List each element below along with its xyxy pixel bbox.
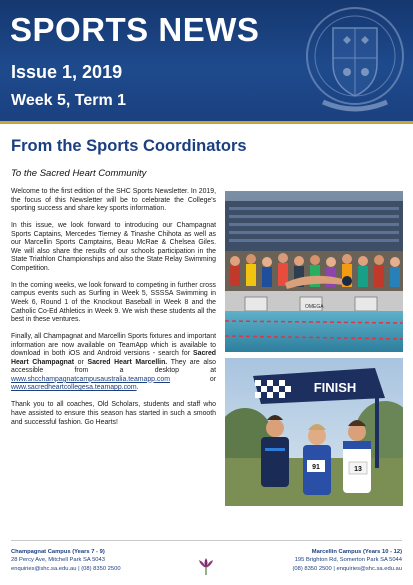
week-label: Week 5, Term 1 bbox=[11, 92, 127, 109]
footer-divider bbox=[11, 540, 402, 541]
champagnat-campus-title: Champagnat Campus (Years 7 - 9) bbox=[11, 549, 105, 555]
masthead-title: SPORTS NEWS bbox=[10, 11, 260, 48]
flower-emblem-icon bbox=[197, 556, 215, 576]
paragraph-captains: In this issue, we look forward to introducing our Champagnat Sports Captains, Mercedes Tierney & Tinashe Chihota as well as our Marcellin Sports Camptains, Beau McRae & Chelsea Giles. We will also share the results of our schools participation in the State Triathlon Championships and also the State Relay Swimming Competition. bbox=[11, 222, 216, 272]
champagnat-teamapp-link[interactable]: www.shcchampagnatcampusaustralia.teamapp.com bbox=[11, 375, 170, 383]
teamapp-text-1: Finally, all Champagnat and Marcellin Sports fixtures and important information are now available on TeamApp which is available to download in both iOS and Android versions - search for bbox=[11, 333, 216, 358]
champagnat-campus-contact: enquiries@shc.sa.edu.au | (08) 8350 2500 bbox=[11, 565, 121, 572]
marcellin-campus-contact: (08) 8350 2500 | enquiries@shc.sa.edu.au bbox=[292, 565, 402, 572]
triathlon-finish-photo bbox=[225, 358, 403, 506]
article-body bbox=[11, 188, 216, 436]
header-divider bbox=[0, 121, 413, 124]
champagnat-campus-info bbox=[11, 548, 121, 573]
teamapp-search-champagnat: Sacred Heart Champagnat bbox=[11, 350, 216, 366]
teamapp-search-marcellin: Sacred Heart Marcellin. bbox=[87, 358, 168, 366]
newsletter-header bbox=[0, 0, 413, 121]
school-crest-icon bbox=[283, 6, 408, 118]
swimming-relay-photo bbox=[225, 191, 403, 352]
teamapp-text-5: . bbox=[136, 384, 139, 392]
teamapp-text-3: They are also accessible from a desktop at bbox=[11, 358, 216, 375]
paragraph-thanks: Thank you to all coaches, Old Scholars, students and staff who have assisted to ensure this season has started in such a smooth and successful fashion. Go Hearts! bbox=[11, 401, 216, 426]
race-bib-13: 13 bbox=[354, 466, 362, 473]
marcellin-campus-info bbox=[292, 548, 402, 573]
omega-lane-text: OMEGA bbox=[305, 304, 324, 310]
marcellin-campus-title: Marcellin Campus (Years 10 - 12) bbox=[311, 549, 402, 555]
marcellin-campus-address: 195 Brighton Rd, Somerton Park SA 5044 bbox=[294, 557, 402, 564]
marcellin-teamapp-link[interactable]: www.sacredheartcollegesa.teamapp.com bbox=[11, 384, 137, 392]
race-bib-91: 91 bbox=[312, 464, 320, 471]
section-subtitle: To the Sacred Heart Community bbox=[11, 168, 147, 179]
issue-label: Issue 1, 2019 bbox=[11, 62, 123, 82]
paragraph-welcome: Welcome to the first edition of the SHC Sports Newsletter. In 2019, the focus of this Newsletter will be to celebrate the College's sporting success and share key sports information. bbox=[11, 188, 216, 213]
paragraph-teamapp bbox=[11, 333, 216, 393]
teamapp-text-2: or bbox=[74, 358, 88, 366]
teamapp-text-4: or bbox=[169, 375, 216, 383]
champagnat-campus-address: 28 Percy Ave, Mitchell Park SA 5043 bbox=[11, 557, 105, 564]
section-title: From the Sports Coordinators bbox=[11, 137, 247, 155]
finish-banner-text: FINISH bbox=[313, 380, 357, 395]
paragraph-upcoming-events: In the coming weeks, we look forward to competing in further cross campus events such as Surfing in Week 5, SSSSA Swimming in Week 6, Round 1 of the Knockout Baseball in Week 8 and the Catholic Co-Ed Athletics in Week 9. We wish these students all the best in these ventures. bbox=[11, 281, 216, 324]
